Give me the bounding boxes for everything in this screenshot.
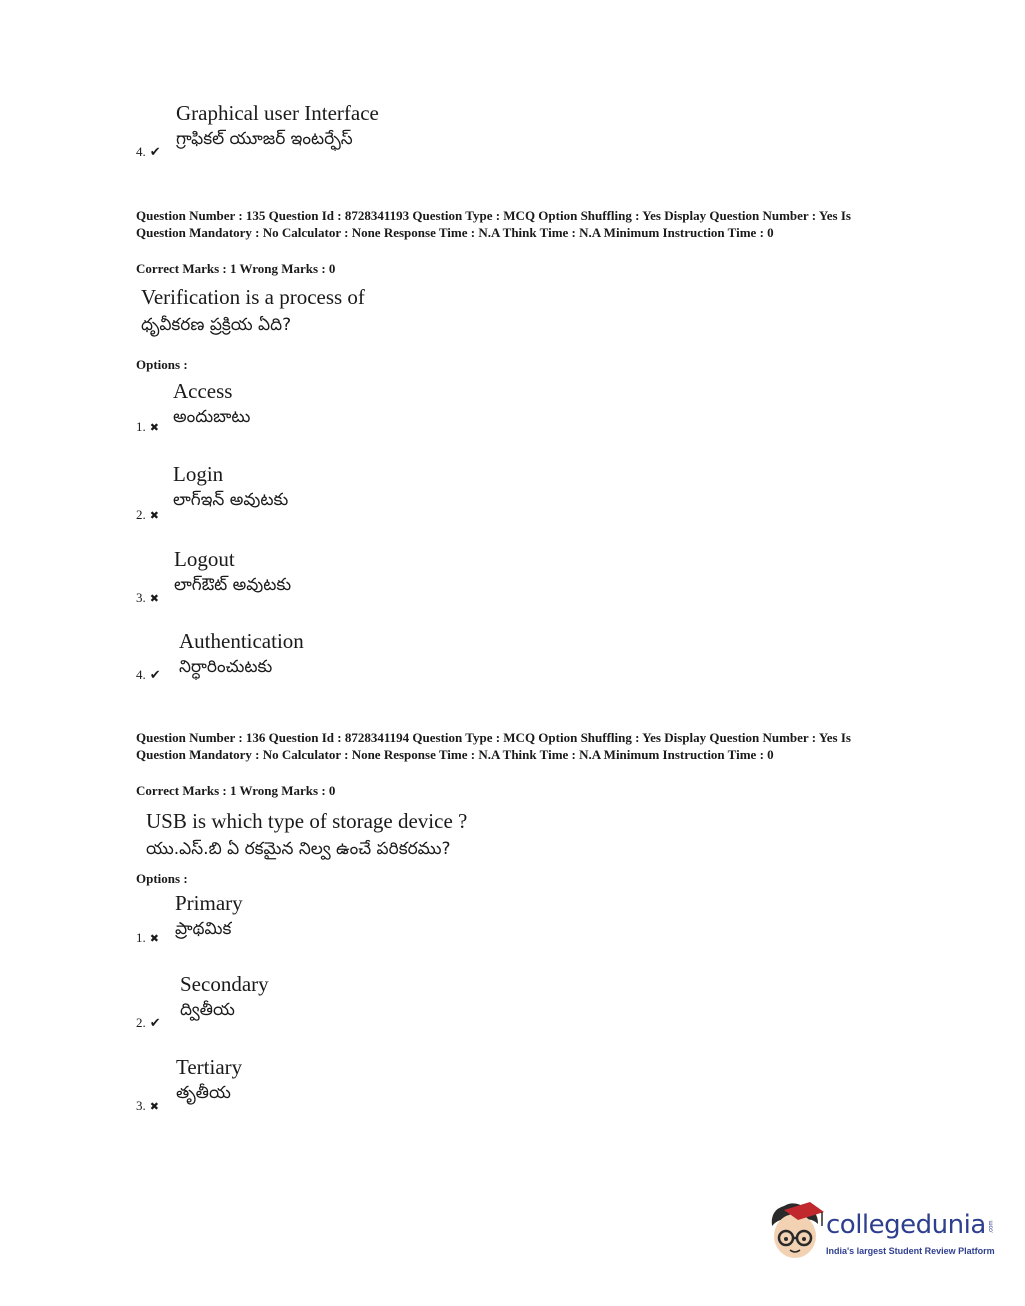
logo-tagline: India's largest Student Review Platform: [826, 1246, 995, 1256]
options-label-136: Options :: [136, 871, 188, 886]
wrong-cross-icon: ✖: [149, 932, 159, 945]
correct-check-icon: ✔: [149, 145, 161, 160]
question-meta-136: Question Number : 136 Question Id : 8728341194 Question Type : MCQ Option Shuffling : Yes Display Question Number : Yes Is Question Mandatory : No Calculator : None Response Time : N.A Think Time : N.A Minimum Instruction Time : 0: [136, 730, 851, 762]
prev-option-4: [136, 101, 379, 160]
q136-option-1: [136, 891, 243, 945]
collegedunia-logo: [766, 1196, 996, 1268]
option-text-te: నిర్ధారించుటకు: [179, 657, 273, 677]
question-marks-135: Correct Marks : 1 Wrong Marks : 0: [136, 261, 336, 276]
question-text-en: USB is which type of storage device ?: [146, 809, 468, 833]
option-number: 2. ✖: [136, 507, 159, 522]
option-text-te: లాగ్ఇన్ అవుటకు: [173, 490, 289, 510]
option-number: 2. ✔: [136, 1015, 161, 1031]
option-number: 4. ✔: [136, 144, 161, 160]
mascot-icon: [766, 1196, 826, 1268]
q135-option-1: [136, 379, 251, 434]
option-text-te: లాగ్ఔట్ అవుటకు: [174, 575, 292, 595]
option-text-te: గ్రాఫికల్ యూజర్ ఇంటర్ఫేస్: [176, 129, 353, 149]
question-text-te: యు.ఎస్.బి ఏ రకమైన నిల్వ ఉంచే పరికరము?: [146, 839, 451, 859]
option-text-en: Graphical user Interface: [176, 101, 379, 125]
q135-option-4: [136, 629, 304, 683]
question-text-135: [141, 284, 365, 338]
question-text-136: [146, 808, 467, 862]
correct-check-icon: ✔: [149, 1016, 161, 1031]
option-text-en: Access: [173, 379, 233, 403]
logo-dotcom-text: .com: [988, 1220, 995, 1234]
logo-brand-text: collegedunia: [826, 1210, 986, 1240]
option-text-te: తృతీయ: [176, 1083, 231, 1103]
q136-option-3: [136, 1055, 243, 1113]
question-meta-135: Question Number : 135 Question Id : 8728341193 Question Type : MCQ Option Shuffling : Yes Display Question Number : Yes Is Question Mandatory : No Calculator : None Response Time : N.A Think Time : N.A Minimum Instruction Time : 0: [136, 208, 851, 240]
q135-option-2: [136, 462, 289, 522]
q135-option-3: [136, 547, 292, 605]
option-number: 1. ✖: [136, 419, 159, 434]
question-marks-136: Correct Marks : 1 Wrong Marks : 0: [136, 783, 336, 798]
option-text-te: అందుబాటు: [173, 407, 251, 427]
wrong-cross-icon: ✖: [149, 592, 159, 605]
option-text-te: ప్రాథమిక: [175, 919, 232, 939]
wrong-cross-icon: ✖: [149, 1100, 159, 1113]
option-number: 4. ✔: [136, 667, 161, 683]
question-text-te: ధృవీకరణ ప్రక్రియ ఏది?: [141, 315, 292, 335]
option-text-en: Logout: [174, 547, 235, 571]
option-text-en: Authentication: [179, 629, 304, 653]
q136-option-2: [136, 972, 269, 1031]
wrong-cross-icon: ✖: [149, 421, 159, 434]
question-text-en: Verification is a process of: [141, 285, 365, 309]
wrong-cross-icon: ✖: [149, 509, 159, 522]
option-text-en: Secondary: [180, 972, 269, 996]
option-text-te: ద్వితీయ: [180, 1000, 235, 1020]
option-text-en: Tertiary: [176, 1055, 243, 1079]
option-number: 3. ✖: [136, 590, 159, 605]
options-label-135: Options :: [136, 357, 188, 372]
option-number: 3. ✖: [136, 1098, 159, 1113]
option-number: 1. ✖: [136, 930, 159, 945]
option-text-en: Primary: [175, 891, 243, 915]
option-text-en: Login: [173, 462, 224, 486]
correct-check-icon: ✔: [149, 668, 161, 683]
